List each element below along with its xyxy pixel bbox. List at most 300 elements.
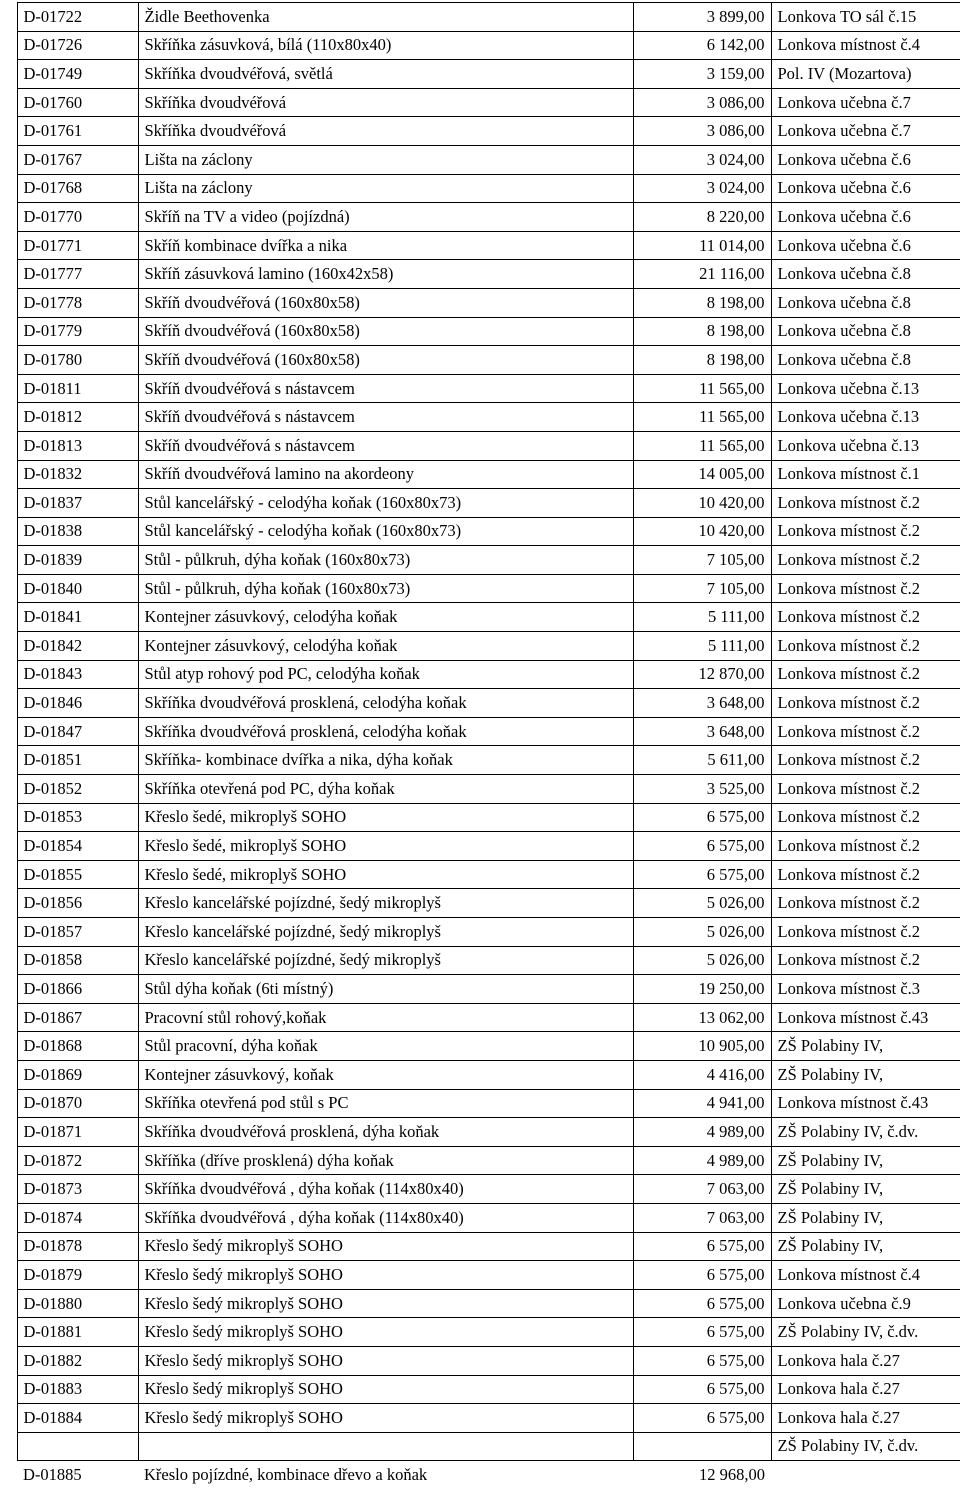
table-row bbox=[17, 717, 960, 746]
item-location-cell bbox=[771, 317, 960, 346]
item-name: Skříň dvoudvéřová (160x80x58) bbox=[144, 321, 360, 341]
item-location-cell bbox=[771, 1289, 960, 1318]
item-code-cell bbox=[17, 603, 138, 632]
item-location-cell bbox=[771, 1461, 960, 1489]
item-name: Skříňka otevřená pod stůl s PC bbox=[144, 1093, 349, 1113]
item-code: D-01761 bbox=[23, 121, 83, 141]
table-row bbox=[17, 231, 960, 260]
table-row bbox=[17, 117, 960, 146]
item-location-cell bbox=[771, 803, 960, 832]
item-location: Lonkova hala č.27 bbox=[777, 1407, 900, 1427]
item-price-cell bbox=[633, 145, 771, 174]
item-name-cell bbox=[138, 31, 633, 60]
item-code-cell bbox=[17, 1146, 138, 1175]
item-price-cell bbox=[633, 1375, 771, 1404]
item-name: Lišta na záclony bbox=[144, 178, 253, 198]
item-price: 5 026,00 bbox=[706, 893, 765, 913]
item-code: D-01767 bbox=[23, 149, 83, 169]
item-location: Lonkova místnost č.2 bbox=[777, 721, 921, 741]
item-price: 8 220,00 bbox=[706, 206, 765, 226]
item-price-cell bbox=[633, 60, 771, 89]
item-code-cell bbox=[17, 517, 138, 546]
item-name: Skříňka otevřená pod PC, dýha koňak bbox=[144, 778, 395, 798]
item-name: Kontejner zásuvkový, celodýha koňak bbox=[144, 607, 398, 627]
item-code-cell bbox=[17, 1003, 138, 1032]
item-code: D-01722 bbox=[23, 6, 83, 26]
item-price-cell bbox=[633, 1432, 771, 1461]
item-code-cell bbox=[17, 1203, 138, 1232]
item-location-cell bbox=[771, 489, 960, 518]
table-row bbox=[17, 546, 960, 575]
item-location: ZŠ Polabiny IV, bbox=[777, 1064, 884, 1084]
item-code: D-01839 bbox=[23, 550, 83, 570]
item-location-cell bbox=[771, 889, 960, 918]
item-code-cell bbox=[17, 231, 138, 260]
item-code-cell bbox=[17, 1432, 138, 1461]
item-name: Skříňka zásuvková, bílá (110x80x40) bbox=[144, 35, 392, 55]
item-price: 7 063,00 bbox=[706, 1179, 765, 1199]
item-price-cell bbox=[633, 1175, 771, 1204]
item-price-cell bbox=[633, 1461, 771, 1489]
item-code: D-01749 bbox=[23, 63, 83, 83]
item-price: 5 026,00 bbox=[706, 921, 765, 941]
item-code-cell bbox=[17, 1032, 138, 1061]
item-name-cell bbox=[138, 746, 633, 775]
item-price: 6 575,00 bbox=[706, 1264, 765, 1284]
item-code-cell bbox=[17, 1375, 138, 1404]
item-name: Kontejner zásuvkový, koňak bbox=[144, 1064, 334, 1084]
item-location-cell bbox=[771, 3, 960, 32]
item-name-cell bbox=[138, 918, 633, 947]
item-location: Lonkova učebna č.8 bbox=[777, 292, 911, 312]
item-location: Lonkova místnost č.2 bbox=[777, 635, 921, 655]
table-row bbox=[17, 31, 960, 60]
item-price: 5 026,00 bbox=[706, 950, 765, 970]
item-name-cell bbox=[138, 1089, 633, 1118]
item-price-cell bbox=[633, 574, 771, 603]
item-location-cell bbox=[771, 717, 960, 746]
item-code-cell bbox=[17, 174, 138, 203]
item-price-cell bbox=[633, 889, 771, 918]
table-row bbox=[17, 460, 960, 489]
item-code: D-01853 bbox=[23, 807, 83, 827]
item-location: Lonkova TO sál č.15 bbox=[777, 6, 917, 26]
item-location: Lonkova místnost č.4 bbox=[777, 35, 921, 55]
item-price: 7 105,00 bbox=[706, 578, 765, 598]
item-code-cell bbox=[17, 1318, 138, 1347]
item-price: 4 416,00 bbox=[706, 1064, 765, 1084]
item-price-cell bbox=[633, 88, 771, 117]
item-location: Lonkova místnost č.4 bbox=[777, 1264, 921, 1284]
item-name-cell bbox=[138, 1346, 633, 1375]
inventory-sheet bbox=[17, 2, 960, 1489]
item-price-cell bbox=[633, 803, 771, 832]
item-name-cell bbox=[138, 1318, 633, 1347]
item-price: 3 899,00 bbox=[706, 6, 765, 26]
item-price-cell bbox=[633, 31, 771, 60]
item-location-cell bbox=[771, 231, 960, 260]
item-location-cell bbox=[771, 145, 960, 174]
item-name: Skříňka dvoudvéřová bbox=[144, 92, 287, 112]
item-code: D-01872 bbox=[23, 1150, 83, 1170]
item-location: Lonkova místnost č.2 bbox=[777, 778, 921, 798]
item-price-cell bbox=[633, 860, 771, 889]
item-location: ZŠ Polabiny IV, bbox=[777, 1236, 884, 1256]
item-name: Skříň kombinace dvířka a nika bbox=[144, 235, 348, 255]
item-code-cell bbox=[17, 860, 138, 889]
item-name: Lišta na záclony bbox=[144, 149, 253, 169]
item-code-cell bbox=[17, 775, 138, 804]
item-code: D-01852 bbox=[23, 778, 83, 798]
table-row bbox=[17, 1318, 960, 1347]
item-location-cell bbox=[771, 1003, 960, 1032]
item-code: D-01811 bbox=[23, 378, 82, 398]
inventory-table bbox=[17, 2, 960, 1489]
item-location-cell bbox=[771, 860, 960, 889]
table-row bbox=[17, 1118, 960, 1147]
item-code: D-01884 bbox=[23, 1407, 83, 1427]
item-code: D-01840 bbox=[23, 578, 83, 598]
item-price: 6 575,00 bbox=[706, 1407, 765, 1427]
item-location: Lonkova místnost č.2 bbox=[777, 693, 921, 713]
item-price-cell bbox=[633, 1289, 771, 1318]
item-name-cell bbox=[138, 1146, 633, 1175]
item-price-cell bbox=[633, 231, 771, 260]
item-code: D-01832 bbox=[23, 464, 83, 484]
item-location-cell bbox=[771, 689, 960, 718]
item-code: D-01866 bbox=[23, 978, 83, 998]
item-code: D-01883 bbox=[23, 1379, 83, 1399]
item-location: ZŠ Polabiny IV, bbox=[777, 1207, 884, 1227]
item-name: Stůl pracovní, dýha koňak bbox=[144, 1036, 318, 1056]
item-name: Skříň dvoudvéřová s nástavcem bbox=[144, 407, 355, 427]
item-location: Lonkova místnost č.2 bbox=[777, 893, 921, 913]
item-location-cell bbox=[771, 546, 960, 575]
item-location-cell bbox=[771, 374, 960, 403]
item-location: Lonkova učebna č.9 bbox=[777, 1293, 911, 1313]
item-name: Skříň dvoudvéřová lamino na akordeony bbox=[144, 464, 414, 484]
item-code-cell bbox=[17, 717, 138, 746]
item-code-cell bbox=[17, 31, 138, 60]
item-code: D-01881 bbox=[23, 1322, 83, 1342]
item-price: 8 198,00 bbox=[706, 321, 765, 341]
item-name: Skříňka dvoudvéřová , dýha koňak (114x80x40) bbox=[144, 1207, 464, 1227]
item-name-cell bbox=[138, 803, 633, 832]
table-row bbox=[17, 632, 960, 661]
item-location-cell bbox=[771, 431, 960, 460]
item-name-cell bbox=[138, 832, 633, 861]
item-name: Skříň na TV a video (pojízdná) bbox=[144, 206, 350, 226]
item-price: 6 142,00 bbox=[706, 35, 765, 55]
table-row bbox=[17, 803, 960, 832]
item-price: 3 525,00 bbox=[706, 778, 765, 798]
item-code: D-01770 bbox=[23, 206, 83, 226]
item-name: Skříňka dvoudvéřová prosklená, dýha koňak bbox=[144, 1121, 440, 1141]
item-location-cell bbox=[771, 203, 960, 232]
item-location: Lonkova místnost č.2 bbox=[777, 578, 921, 598]
item-name: Stůl atyp rohový pod PC, celodýha koňak bbox=[144, 664, 420, 684]
item-price: 10 420,00 bbox=[698, 521, 765, 541]
item-name: Stůl kancelářský - celodýha koňak (160x80x73) bbox=[144, 521, 462, 541]
item-code-cell bbox=[17, 832, 138, 861]
item-location-cell bbox=[771, 603, 960, 632]
item-location: Lonkova učebna č.6 bbox=[777, 206, 911, 226]
item-location: Lonkova místnost č.2 bbox=[777, 921, 921, 941]
item-location: Lonkova učebna č.13 bbox=[777, 378, 920, 398]
item-price: 3 159,00 bbox=[706, 63, 765, 83]
item-price-cell bbox=[633, 1146, 771, 1175]
item-price-cell bbox=[633, 918, 771, 947]
item-location-cell bbox=[771, 946, 960, 975]
item-code: D-01873 bbox=[23, 1179, 83, 1199]
item-location: ZŠ Polabiny IV, č.dv. bbox=[777, 1121, 919, 1141]
item-price: 4 989,00 bbox=[706, 1150, 765, 1170]
item-code: D-01841 bbox=[23, 607, 83, 627]
item-code-cell bbox=[17, 431, 138, 460]
item-name-cell bbox=[138, 60, 633, 89]
item-name-cell bbox=[138, 203, 633, 232]
item-code: D-01856 bbox=[23, 893, 83, 913]
item-name: Skříňka dvoudvéřová , dýha koňak (114x80x40) bbox=[144, 1179, 464, 1199]
table-row bbox=[17, 660, 960, 689]
table-row bbox=[17, 431, 960, 460]
item-price-cell bbox=[633, 660, 771, 689]
item-name-cell bbox=[138, 1404, 633, 1433]
item-location-cell bbox=[771, 117, 960, 146]
item-location: Lonkova učebna č.13 bbox=[777, 407, 920, 427]
item-price: 4 941,00 bbox=[706, 1093, 765, 1113]
item-code: D-01855 bbox=[23, 864, 83, 884]
item-name-cell bbox=[138, 346, 633, 375]
item-location: Lonkova místnost č.2 bbox=[777, 607, 921, 627]
item-location-cell bbox=[771, 346, 960, 375]
item-location-cell bbox=[771, 403, 960, 432]
item-code: D-01874 bbox=[23, 1207, 83, 1227]
item-code: D-01779 bbox=[23, 321, 83, 341]
item-price-cell bbox=[633, 460, 771, 489]
item-price: 6 575,00 bbox=[706, 864, 765, 884]
item-location: ZŠ Polabiny IV, bbox=[777, 1150, 884, 1170]
item-name-cell bbox=[138, 1461, 633, 1489]
item-name: Stůl kancelářský - celodýha koňak (160x80x73) bbox=[144, 492, 462, 512]
item-price: 19 250,00 bbox=[698, 978, 765, 998]
item-location: Lonkova učebna č.8 bbox=[777, 321, 911, 341]
item-code-cell bbox=[17, 918, 138, 947]
item-price: 6 575,00 bbox=[706, 1293, 765, 1313]
item-price-cell bbox=[633, 946, 771, 975]
table-row bbox=[17, 288, 960, 317]
table-row bbox=[17, 1060, 960, 1089]
item-name-cell bbox=[138, 1003, 633, 1032]
item-code: D-01847 bbox=[23, 721, 83, 741]
item-location: ZŠ Polabiny IV, bbox=[777, 1179, 884, 1199]
item-price: 3 024,00 bbox=[706, 178, 765, 198]
item-location-cell bbox=[771, 60, 960, 89]
item-name: Křeslo pojízdné, kombinace dřevo a koňak bbox=[144, 1465, 428, 1485]
item-name-cell bbox=[138, 374, 633, 403]
item-name-cell bbox=[138, 717, 633, 746]
table-row bbox=[17, 374, 960, 403]
item-price: 11 565,00 bbox=[699, 378, 765, 398]
item-price-cell bbox=[633, 1060, 771, 1089]
item-name-cell bbox=[138, 1203, 633, 1232]
item-code: D-01777 bbox=[23, 264, 83, 284]
item-price-cell bbox=[633, 1203, 771, 1232]
item-price: 10 420,00 bbox=[698, 492, 765, 512]
item-code: D-01880 bbox=[23, 1293, 83, 1313]
item-price-cell bbox=[633, 603, 771, 632]
item-location: Lonkova učebna č.7 bbox=[777, 92, 911, 112]
item-price-cell bbox=[633, 174, 771, 203]
item-code: D-01857 bbox=[23, 921, 83, 941]
item-location: ZŠ Polabiny IV, č.dv. bbox=[777, 1322, 919, 1342]
table-row bbox=[17, 775, 960, 804]
item-name: Křeslo kancelářské pojízdné, šedý mikroplyš bbox=[144, 921, 441, 941]
table-row bbox=[17, 1175, 960, 1204]
item-location-cell bbox=[771, 1404, 960, 1433]
item-location: Lonkova místnost č.2 bbox=[777, 807, 921, 827]
item-name: Skříňka dvoudvéřová prosklená, celodýha koňak bbox=[144, 693, 467, 713]
item-location: Lonkova místnost č.2 bbox=[777, 664, 921, 684]
item-name-cell bbox=[138, 603, 633, 632]
item-price-cell bbox=[633, 288, 771, 317]
item-code: D-01771 bbox=[23, 235, 83, 255]
item-name: Křeslo šedé, mikroplyš SOHO bbox=[144, 864, 347, 884]
item-location: Lonkova místnost č.3 bbox=[777, 978, 921, 998]
item-code-cell bbox=[17, 260, 138, 289]
item-name: Křeslo šedý mikroplyš SOHO bbox=[144, 1322, 343, 1342]
item-location-cell bbox=[771, 1032, 960, 1061]
item-name-cell bbox=[138, 1261, 633, 1290]
table-row bbox=[17, 1089, 960, 1118]
item-code-cell bbox=[17, 288, 138, 317]
item-name-cell bbox=[138, 403, 633, 432]
item-location: Lonkova učebna č.7 bbox=[777, 121, 911, 141]
item-code: D-01846 bbox=[23, 693, 83, 713]
item-code-cell bbox=[17, 203, 138, 232]
item-price: 8 198,00 bbox=[706, 292, 765, 312]
table-row bbox=[17, 317, 960, 346]
item-code-cell bbox=[17, 1175, 138, 1204]
item-name: Skříňka dvoudvéřová, světlá bbox=[144, 63, 333, 83]
item-price-cell bbox=[633, 317, 771, 346]
item-code: D-01879 bbox=[23, 1264, 83, 1284]
item-price: 7 063,00 bbox=[706, 1207, 765, 1227]
item-name: Křeslo šedý mikroplyš SOHO bbox=[144, 1407, 343, 1427]
item-price: 14 005,00 bbox=[698, 464, 765, 484]
item-location-cell bbox=[771, 517, 960, 546]
item-location-cell bbox=[771, 746, 960, 775]
item-name-cell bbox=[138, 1032, 633, 1061]
item-location: Lonkova hala č.27 bbox=[777, 1350, 900, 1370]
item-price-cell bbox=[633, 689, 771, 718]
table-row bbox=[17, 1404, 960, 1433]
item-location: Lonkova místnost č.1 bbox=[777, 464, 921, 484]
item-location-cell bbox=[771, 1146, 960, 1175]
item-location-cell bbox=[771, 1232, 960, 1261]
item-price: 4 989,00 bbox=[706, 1121, 765, 1141]
item-name-cell bbox=[138, 88, 633, 117]
item-location-cell bbox=[771, 1060, 960, 1089]
item-code: D-01868 bbox=[23, 1036, 83, 1056]
item-name-cell bbox=[138, 1118, 633, 1147]
item-price-cell bbox=[633, 1261, 771, 1290]
item-location: Lonkova učebna č.8 bbox=[777, 349, 911, 369]
table-row bbox=[17, 574, 960, 603]
item-name-cell bbox=[138, 260, 633, 289]
item-code: D-01882 bbox=[23, 1350, 83, 1370]
item-name: Skříňka (dříve prosklená) dýha koňak bbox=[144, 1150, 394, 1170]
item-location: Lonkova místnost č.2 bbox=[777, 836, 921, 856]
item-name: Kontejner zásuvkový, celodýha koňak bbox=[144, 635, 398, 655]
item-name: Skříňka dvoudvéřová prosklená, celodýha koňak bbox=[144, 721, 467, 741]
item-code-cell bbox=[17, 1404, 138, 1433]
item-code-cell bbox=[17, 1461, 138, 1489]
item-price: 12 870,00 bbox=[698, 664, 765, 684]
table-row bbox=[17, 403, 960, 432]
table-row bbox=[17, 489, 960, 518]
item-location-cell bbox=[771, 1346, 960, 1375]
item-code-cell bbox=[17, 145, 138, 174]
item-location: Lonkova učebna č.13 bbox=[777, 435, 920, 455]
item-location: Lonkova učebna č.6 bbox=[777, 235, 911, 255]
item-location: Lonkova učebna č.8 bbox=[777, 264, 911, 284]
item-name-cell bbox=[138, 1060, 633, 1089]
table-row bbox=[17, 1375, 960, 1404]
item-price: 11 565,00 bbox=[699, 435, 765, 455]
item-code-cell bbox=[17, 88, 138, 117]
table-row bbox=[17, 889, 960, 918]
item-location: Lonkova místnost č.2 bbox=[777, 521, 921, 541]
item-code: D-01858 bbox=[23, 950, 83, 970]
item-location-cell bbox=[771, 1118, 960, 1147]
inventory-table-body bbox=[17, 3, 960, 1489]
item-price: 3 086,00 bbox=[706, 121, 765, 141]
item-code-cell bbox=[17, 1289, 138, 1318]
item-name-cell bbox=[138, 889, 633, 918]
item-code-cell bbox=[17, 689, 138, 718]
item-code-cell bbox=[17, 60, 138, 89]
item-code-cell bbox=[17, 746, 138, 775]
item-name-cell bbox=[138, 946, 633, 975]
item-name-cell bbox=[138, 317, 633, 346]
item-price-cell bbox=[633, 1346, 771, 1375]
table-row bbox=[17, 603, 960, 632]
item-name-cell bbox=[138, 975, 633, 1004]
item-code-cell bbox=[17, 374, 138, 403]
item-price-cell bbox=[633, 203, 771, 232]
table-row bbox=[17, 1346, 960, 1375]
item-price: 6 575,00 bbox=[706, 1379, 765, 1399]
item-location: Pol. IV (Mozartova) bbox=[777, 63, 912, 83]
item-location-cell bbox=[771, 918, 960, 947]
table-row bbox=[17, 689, 960, 718]
item-price: 3 648,00 bbox=[706, 721, 765, 741]
item-price-cell bbox=[633, 346, 771, 375]
item-price: 7 105,00 bbox=[706, 550, 765, 570]
item-code-cell bbox=[17, 117, 138, 146]
item-name-cell bbox=[138, 689, 633, 718]
item-location: Lonkova místnost č.43 bbox=[777, 1007, 929, 1027]
table-row bbox=[17, 88, 960, 117]
item-code-cell bbox=[17, 889, 138, 918]
item-location: ZŠ Polabiny IV, č.dv. bbox=[777, 1436, 919, 1456]
item-location-cell bbox=[771, 975, 960, 1004]
item-code: D-01726 bbox=[23, 35, 83, 55]
item-location-cell bbox=[771, 174, 960, 203]
item-location-cell bbox=[771, 775, 960, 804]
item-code: D-01885 bbox=[23, 1465, 82, 1485]
